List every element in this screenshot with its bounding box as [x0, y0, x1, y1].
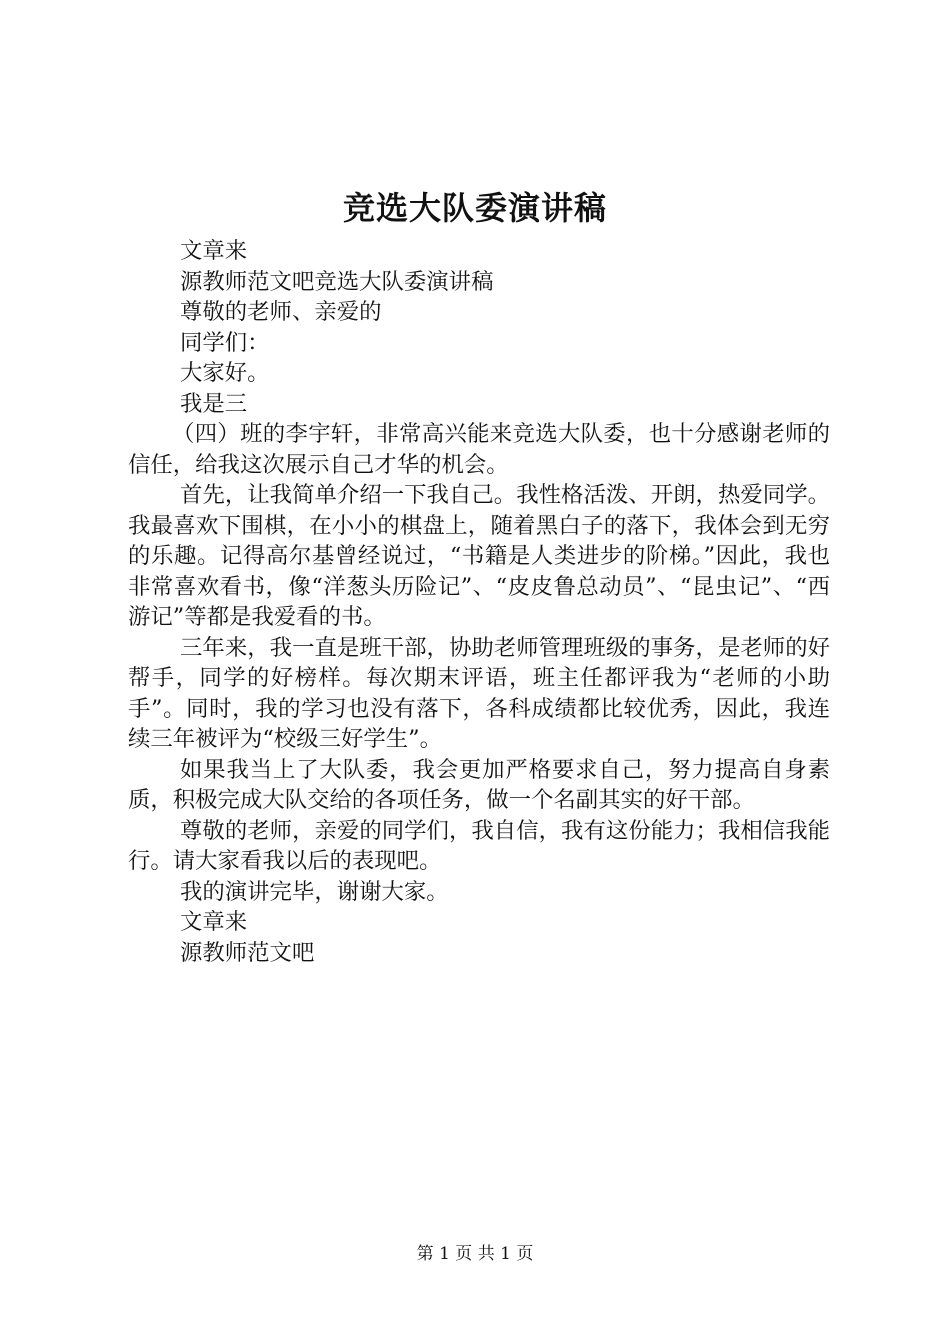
- paragraph: （四）班的李宇轩，非常高兴能来竞选大队委，也十分感谢老师的信任，给我这次展示自己才华的机会。: [128, 421, 830, 478]
- text-line: 文章来: [180, 238, 248, 264]
- page-footer: 第 1 页 共 1 页: [416, 1244, 534, 1264]
- document-body: [128, 236, 830, 968]
- text-line: 大家好。: [180, 360, 270, 386]
- closing-line: 文章来: [180, 909, 248, 935]
- paragraph: 尊敬的老师，亲爱的同学们，我自信，我有这份能力；我相信我能行。请大家看我以后的表现吧。: [128, 817, 830, 874]
- text-line: 源教师范文吧竞选大队委演讲稿: [180, 268, 494, 295]
- text-line: 尊敬的老师、亲爱的: [180, 299, 382, 325]
- paragraph: 如果我当上了大队委，我会更加严格要求自己，努力提高自身素质，积极完成大队交给的各项任务，做一个名副其实的好干部。: [128, 756, 830, 813]
- closing-line: 我的演讲完毕，谢谢大家。: [180, 878, 449, 905]
- document-title: 竞选大队委演讲稿: [342, 189, 607, 227]
- paragraph: 首先，让我简单介绍一下我自己。我性格活泼、开朗，热爱同学。我最喜欢下围棋，在小小的棋盘上，随着黑白子的落下，我体会到无穷的乐趣。记得高尔基曾经说过，“书籍是人类进步的阶梯。”因此，我也非常喜欢看书，像“洋葱头历险记”、“皮皮鲁总动员”、“昆虫记”、“西游记”等都是我爱看的书。: [128, 482, 830, 630]
- text-line: 我是三: [180, 390, 248, 417]
- paragraph: 三年来，我一直是班干部，协助老师管理班级的事务，是老师的好帮手，同学的好榜样。每次期末评语，班主任都评我为“老师的小助手”。同时，我的学习也没有落下，各科成绩都比较优秀，因此，我连续三年被评为“校级三好学生”。: [128, 634, 830, 752]
- closing-line: 源教师范文吧: [180, 939, 315, 966]
- text-line: 同学们：: [180, 329, 270, 356]
